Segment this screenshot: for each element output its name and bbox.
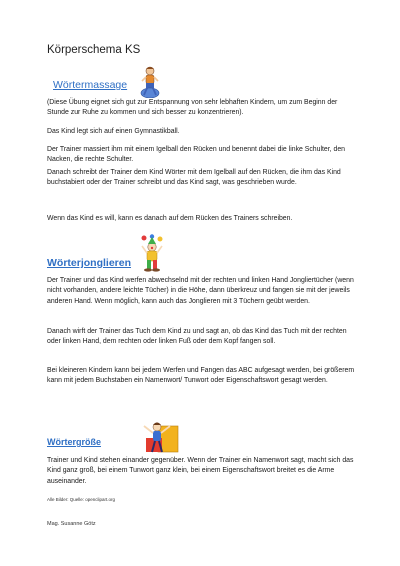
paragraph: Der Trainer und das Kind werfen abwechselnd mit der rechten und linken Hand Jongliertücher (wenn nicht vorhanden, andere leichte Tücher) in die Höhe, dann überkreuz und fangen sie mit der jeweils anderen Hand. Wenn möglich, kann auch das Jonglieren mit 3 Tüchern geübt werden. — [47, 277, 354, 305]
paragraph: Das Kind legt sich auf einen Gymnastikball. — [47, 128, 180, 135]
section-heading-woerterjonglieren: Wörterjonglieren — [47, 257, 132, 269]
juggling-clown-icon — [138, 234, 166, 272]
image-credit: Alle Bilder: Quelle: openclipart.org — [47, 497, 116, 502]
section-heading-woertermassage: Wörtermassage — [53, 79, 128, 91]
paragraph: Trainer und Kind stehen einander gegenüber. Wenn der Trainer ein Namenwort sagt, macht sich das Kind ganz groß, bei einem Tunwort ganz klein, bei einem Eigenschaftswort breitet es die Arme auseinander. — [47, 457, 354, 485]
paragraph: Danach schreibt der Trainer dem Kind Wörter mit dem Igelball auf den Rücken, die ihm das Kind buchstabiert oder der Trainer schreibt und das Kind sagt, was geschrieben wurde. — [47, 169, 341, 187]
document-title: Körperschema KS — [47, 44, 141, 56]
section-heading-woertergroesse: Wörtergröße — [47, 437, 101, 447]
paragraph: Bei kleineren Kindern kann bei jedem Werfen und Fangen das ABC aufgesagt werden, bei größerem kann mit jedem Buchstaben ein Namenwort/ Tunwort oder Eigenschaftswort gesagt werden. — [47, 367, 355, 385]
paragraph: Der Trainer massiert ihm mit einem Igelball den Rücken und benennt dabei die linke Schulter, den Nacken, die rechte Schulter. — [47, 146, 345, 164]
child-sitting-on-ball-icon — [138, 66, 162, 98]
paragraph: (Diese Übung eignet sich gut zur Entspannung von sehr lebhaften Kindern, um zum Beginn der Stunde zur Ruhe zu kommen und sich besser zu konzentrieren). — [47, 99, 338, 117]
stretching-person-icon — [140, 418, 182, 456]
paragraph: Wenn das Kind es will, kann es danach auf dem Rücken des Trainers schreiben. — [47, 215, 293, 222]
author-footer: Mag. Susanne Götz — [47, 521, 96, 527]
paragraph: Danach wirft der Trainer das Tuch dem Kind zu und sagt an, ob das Kind das Tuch mit der rechten oder linken Hand, dem rechten oder linken Fuß oder dem Kopf fangen soll. — [47, 328, 347, 346]
